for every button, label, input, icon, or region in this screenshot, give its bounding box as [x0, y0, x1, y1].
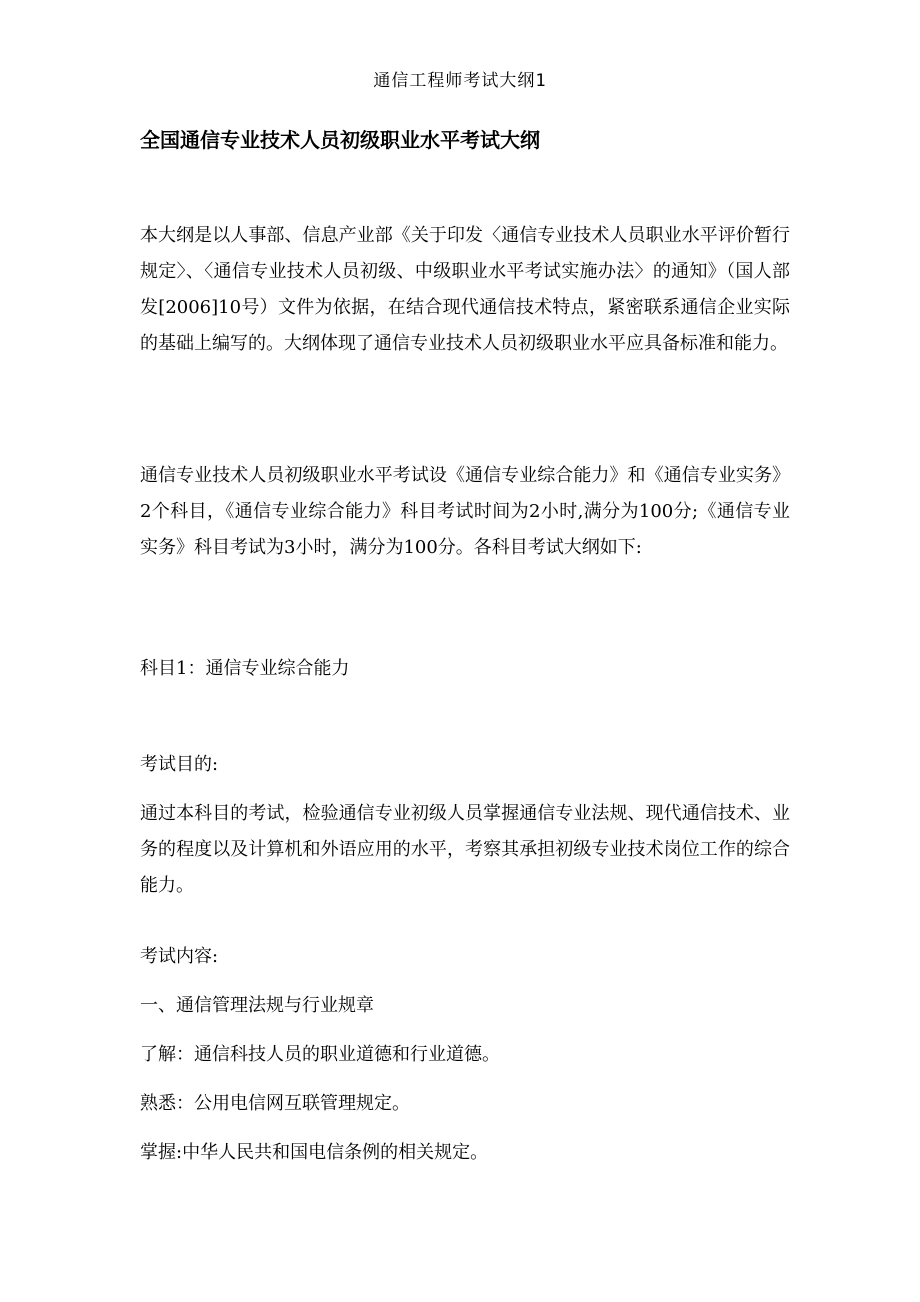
- running-header: 通信工程师考试大纲1: [373, 71, 547, 91]
- intro-paragraph: 本大纲是以人事部、信息产业部《关于印发〈通信专业技术人员职业水平评价暂行规定〉、〈通信专业技术人员初级、中级职业水平考试实施办法〉的通知》（国人部发[2006]10号）文件为依据，在结合现代通信技术特点，紧密联系通信企业实际的基础上编写的。大纲体现了通信专业技术人员初级职业水平应具备标准和能力。: [140, 225, 790, 354]
- subjects-paragraph: 通信专业技术人员初级职业水平考试设《通信专业综合能力》和《通信专业实务》2个科目，《通信专业综合能力》科目考试时间为2小时,满分为100分;《通信专业实务》科目考试为3小时，满分为100分。各科目考试大纲如下:: [140, 465, 790, 558]
- document-title: 全国通信专业技术人员初级职业水平考试大纲: [140, 128, 540, 152]
- subject1-heading: 科目1：通信专业综合能力: [140, 658, 350, 679]
- item-understand: 了解：通信科技人员的职业道德和行业道德。: [140, 1044, 500, 1065]
- exam-content-heading: 考试内容:: [140, 946, 219, 967]
- exam-purpose-heading: 考试目的:: [140, 754, 219, 775]
- section1-heading: 一、通信管理法规与行业规章: [140, 995, 374, 1016]
- exam-purpose-text: 通过本科目的考试，检验通信专业初级人员掌握通信专业法规、现代通信技术、业务的程度以及计算机和外语应用的水平，考察其承担初级专业技术岗位工作的综合能力。: [140, 803, 790, 896]
- item-master: 掌握:中华人民共和国电信条例的相关规定。: [140, 1142, 489, 1163]
- item-familiar: 熟悉：公用电信网互联管理规定。: [140, 1093, 410, 1114]
